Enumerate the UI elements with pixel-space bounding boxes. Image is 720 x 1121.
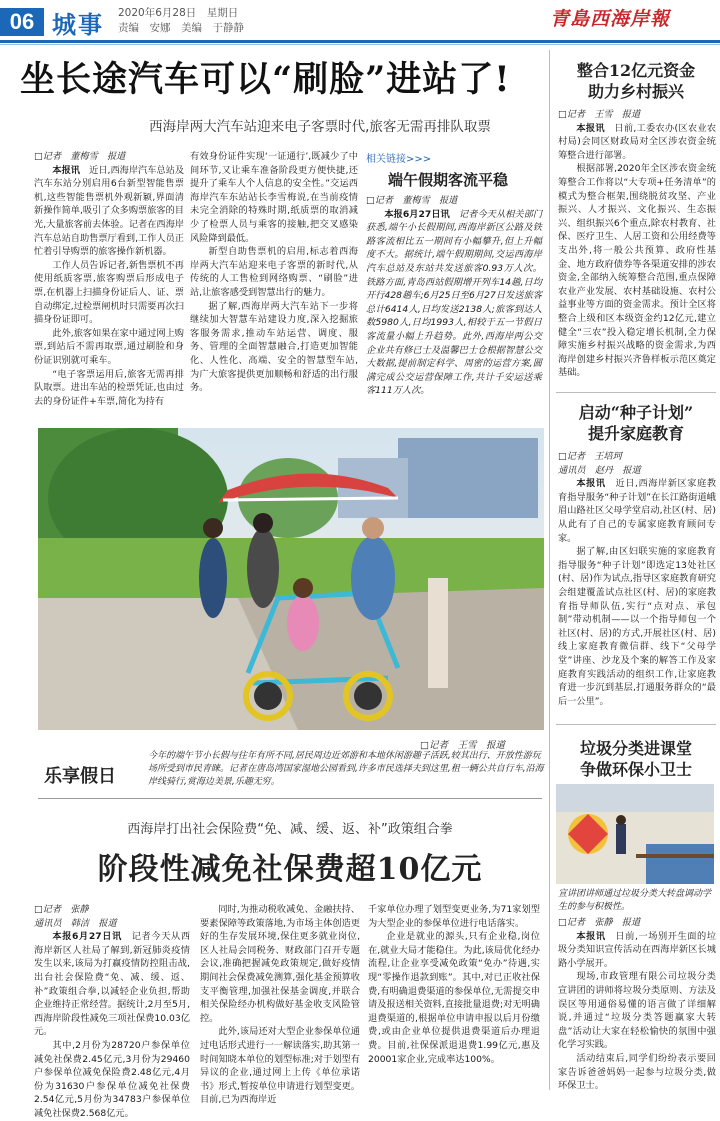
bottom-lead-label: 本报6月27日讯 bbox=[52, 931, 122, 943]
right-a1-title bbox=[556, 60, 716, 102]
photo-credit: □记者 王雪 报道 bbox=[420, 740, 505, 751]
separator bbox=[38, 798, 542, 799]
main-subheadline: 西海岸两大汽车站迎来电子客票时代,旅客无需再排队取票 bbox=[149, 119, 491, 135]
bottom-para-3: 同时,为推动税收减免、金融扶持、要素保障等政策落地,为市场主体创造更好的生存发展环境,保住更多就业岗位,区人社局会同税务、财政部门召开专题会议,准确把握减免政策规定,做好疫情期间社会保费减免测算,强化基金预算收支平衡管理,加强社保基金调度,并联合相关保险经办机构做好基金收支风险管控。 bbox=[200, 904, 360, 1024]
right-a2-lead: 本报讯 bbox=[576, 478, 606, 490]
main-headline: 坐长途汽车可以“刷脸”进站了! bbox=[20, 59, 511, 100]
bottom-para-5: 千家单位办理了划型变更业务,为71家划型为大型企业的参保单位进行电话落实。 bbox=[368, 904, 540, 929]
related-byline: □记者 董梅雪 报道 bbox=[366, 195, 458, 206]
bottom-para-1: 记者今天从西海岸新区人社局了解到,新冠肺炎疫情发生以来,该局为打赢疫情防控阻击战,出台社会保险费“免、减、缓、返、补”政策组合拳,以减轻企业负担,帮助企业维持正常经营。据统计,2月至5月,西海岸阶段性减免三项社保费10.03亿元。 bbox=[34, 931, 191, 1038]
bottom-byline-2: 通讯员 韩洁 报道 bbox=[34, 917, 117, 929]
right-separator-2 bbox=[556, 724, 716, 725]
main-photo bbox=[38, 428, 544, 730]
right-a1-byline: □记者 王雪 报道 bbox=[558, 109, 641, 120]
right-a3-caption: 宣讲团讲师通过垃圾分类大转盘调动学生的参与积极性。 bbox=[558, 889, 712, 912]
right-a3-lead: 本报讯 bbox=[576, 930, 606, 942]
right-a3-title-line2: 争做环保小卫士 bbox=[579, 760, 692, 779]
main-para-2: 工作人员告诉记者,新售票机不再使用纸质客票,旅客购票后形成电子票,在机器上扫描身份证后人、证、票自动绑定,过检票闸机时只需要再次扫描身份证即可。 bbox=[34, 259, 184, 326]
main-byline: □记者 董梅雪 报道 bbox=[34, 151, 126, 162]
right-a1-lead: 本报讯 bbox=[576, 122, 605, 134]
right-a2-byline-2: 通讯员 赵丹 报道 bbox=[558, 464, 641, 476]
section-title: 城事 bbox=[52, 10, 104, 39]
related-title: 端午假期客流平稳 bbox=[388, 171, 509, 189]
right-a2-para-2: 据了解,由区妇联实施的家庭教育指导服务“种子计划”即选定13处社区(村、居)作为试点,指导区家庭教育研究会组建覆盖试点社区(村、居)的家庭教育指导师队伍,实行“点对点、承包制”带动机制——以一个指导师包一个社区(村、居)的方式,开展社区(村、居)线上家庭教育微信群、线下“父母学堂”讲座、沙龙及个案的解答工作及家庭教育实践活动的组织工作,让家庭教育进一步沉到基层,打通服务群众的“最后一公里”。 bbox=[558, 546, 716, 707]
photo-caption-title: 乐享假日 bbox=[44, 766, 116, 787]
issue-date: 2020年6月28日 星期日 bbox=[118, 7, 239, 19]
related-body: 记者今天从相关部门获悉,端午小长假期间,西海岸新区公路及铁路客流相比五一期间有小幅攀升,但上升幅度不大。据统计,端午假期期间,交运西海岸汽车总站及东站共发送旅客0.93万人次。铁路方面,青岛西站假期增开列车14趟,日均开行428趟车;6月25日至6月27日发送旅客总计6414人,日均发送2138人;旅客到达人数5980人,日均1993人,相较于五一节假日客流量小幅上升趋势。此外,西海岸两公交企业共有修已士及温馨巴士仓根据智慧公交大数据,提前制定科学、周密的运营方案,圆满完成公交运营保障工作,共计千安运送乘客111万人次。 bbox=[366, 208, 543, 397]
right-a1-title-line1: 整合12亿元资金 bbox=[576, 61, 696, 80]
right-a2-title bbox=[556, 402, 716, 444]
related-link-box bbox=[366, 150, 542, 422]
bottom-para-6: 企业是就业的源头,只有企业稳,岗位在,就业大局才能稳住。为此,该局优化经办流程,让企业享受减免政策“免办”待遇,实现“零操作退款到账”。其中,对已正收社保费,有明确退费渠道的参保单位,无需提交申请及报送相关资料,直接批量退费;对无明确退费渠道的,根据单位申请申报以后月份缴费,或由企业单位提供退费渠道后办理退费。目前,社保保派退退费1.99亿元,惠及20001家企业,完成率达100%。 bbox=[368, 931, 540, 1065]
right-a2-title-line1: 启动“种子计划” bbox=[578, 403, 694, 422]
bottom-para-4: 此外,该局还对大型企业参保单位通过电话形式进行一一解读落实,助其第一时间知晓本单位的划型标准;对于划型有异议的企业,通过网上上传《单位承诺书》形式,暂按单位申请进行划型变更。目前,已为西海岸近 bbox=[200, 1026, 360, 1106]
page-number: 06 bbox=[0, 8, 44, 36]
bottom-col1 bbox=[34, 903, 191, 1119]
right-a3-para-3: 活动结束后,同学们纷纷表示要回家告诉爸爸妈妈一起参与垃圾分类,做环保卫士。 bbox=[558, 1052, 716, 1092]
main-article-col1 bbox=[34, 150, 184, 422]
bottom-kicker: 西海岸打出社会保险费“免、减、缓、返、补”政策组合拳 bbox=[127, 822, 453, 837]
main-para-5: 新型自助售票机的启用,标志着西海岸两大汽车站迎来电子客票的新时代,从传统的人工售检到网络购票、“刷脸”进站,让旅客感受到智慧出行的魅力。 bbox=[190, 246, 358, 298]
bottom-para-2: 其中,2月份为28720户参保单位减免社保费2.45亿元,3月份为29460户参保单位减免保险费2.48亿元,4月份为31630户参保单位减免社保费2.54亿元,5月份为34783户参保单位减免社保费2.568亿元。 bbox=[34, 1039, 190, 1119]
main-para-1: 近日,西海岸汽车总站及汽车东站分别启用6台新型智能售票机,这些智能售票机外观新颖,界面清新操作简单,吸引了众多购票旅客的目光,大量旅客前去体验。记者在西海岸汽车总站自助售票厅看到,工作人员正忙着引导购票的旅客操作新机器。 bbox=[34, 164, 185, 258]
bottom-byline-1: □记者 张静 bbox=[34, 904, 89, 915]
right-a1-title-line2: 助力乡村振兴 bbox=[587, 82, 684, 101]
main-para-3: 此外,旅客如果在家中通过网上购票,到站后不需再取票,通过刷脸和身份证识别就可乘车。 bbox=[34, 327, 184, 366]
column-divider bbox=[549, 50, 550, 1090]
header-rule bbox=[0, 40, 720, 43]
right-a2-byline-1: □记者 王培珂 bbox=[558, 451, 622, 462]
bottom-headline: 阶段性减免社保费超10亿元 bbox=[97, 852, 483, 887]
bottom-col3 bbox=[368, 903, 540, 1093]
photo-caption: 今年的端午节小长假与往年有所不同,居民周边近郊游和本地休闲游趣子活跃,较其出行、开放性游玩场所受到市民青睐。记者在唐岛湾国家湿地公园看到,许多市民选择夫到这里,租一辆公共自行车,沿海岸线骑行,赏海边美景,乐趣无穷。 bbox=[148, 751, 544, 787]
right-a1-para-2: 根据部署,2020年全区涉农资金统筹整合工作将以“大专项+任务清单”的模式为整合框架,围绕脱贫攻坚、产业振兴、人才振兴、文化振兴、生态振兴、组织振兴6个重点,除农村教育、社保、医疗卫生、人居工资和公用经费等支出外,将一般公共预算、政府性基金、地方政府债券等各渠道安排的涉农资金,全部纳入统筹整合范围,重点保障农业产业发展、农村基础设施、农村公益事业等方面的资金需求。预计全区将整合上级和区本级资金约12亿元,建立健全“三农”投入稳定增长机制,全力保障实施乡村振兴战略的资金需求,为西海岸创建乡村振兴齐鲁样板示范区奠定基础。 bbox=[558, 163, 716, 379]
main-para-4a: “电子客票运用后,旅客无需再排队取票。进出车站的检票凭证,也由过去的身份证件+车票,简化为持有 bbox=[34, 368, 184, 407]
bottom-col2 bbox=[200, 903, 360, 1106]
right-a3-para-2: 现场,市政管理有限公司垃圾分类宣讲团的讲师将垃圾分类原则、方法及误区等用通俗易懂的语言做了详细解说,并通过“垃圾分类答题赢家大转盘”活动让大家在轻松愉快的氛围中强化学习实践。 bbox=[558, 971, 716, 1051]
right-a3-title bbox=[556, 738, 716, 780]
right-a3-byline: □记者 张静 报道 bbox=[558, 917, 641, 928]
header-rule-thin bbox=[0, 44, 720, 45]
main-lead-label: 本报讯 bbox=[52, 164, 80, 176]
right-separator-1 bbox=[556, 392, 716, 393]
main-article-col2 bbox=[190, 150, 358, 422]
right-a3-body bbox=[558, 916, 716, 1092]
right-a1-body bbox=[558, 108, 717, 379]
right-a2-body bbox=[558, 450, 716, 712]
main-para-6: 据了解,西海岸两大汽车站下一步将继续加大智慧车站建设力度,深入挖掘旅客服务需求,推动车站运营、调度、服务、管理的全面智慧融合,打造更加智能化、人性化、高端、安全的智慧型车站,为广大旅客提供更加顺畅和舒适的出行服务。 bbox=[190, 300, 358, 394]
right-a3-photo bbox=[556, 784, 714, 884]
right-a3-para-1: 日前,一场别开生面的垃圾分类知识宣传活动在西海岸新区长城路小学展开。 bbox=[558, 930, 717, 969]
related-lead-label: 本报6月27日讯 bbox=[384, 208, 450, 220]
right-a2-para-1: 近日,西海岸新区家庭教育指导服务“种子计划”在长江路街道峨眉山路社区父母学堂启动,社区(村、居)从此有了自己的专属家庭教育顾问专家。 bbox=[558, 478, 717, 544]
newspaper-logo: 青島西海岸報 bbox=[550, 8, 671, 30]
editor-credits: 责编 安娜 美编 于静静 bbox=[118, 22, 244, 34]
right-a1-para-1: 日前,工委农办(区农业农村局)会同区财政局对全区涉农资金统筹整合进行部署。 bbox=[558, 122, 717, 161]
main-para-4b: 有效身份证件实现‘一证通行’,既减少了中间环节,又让乘车准备阶段更方便快捷,还提升了乘车人个人信息的安全性。”交运西海岸汽车东站站长李雪梅说,在当前疫情未完全消除的特殊时期,纸质票的取消减少了检票人员与乘客的接触,把交叉感染风险降到最低。 bbox=[190, 151, 358, 244]
right-a2-title-line2: 提升家庭教育 bbox=[587, 424, 684, 443]
right-a3-title-line1: 垃圾分类进课堂 bbox=[579, 739, 692, 758]
related-tag: 相关链接>>> bbox=[366, 154, 432, 165]
